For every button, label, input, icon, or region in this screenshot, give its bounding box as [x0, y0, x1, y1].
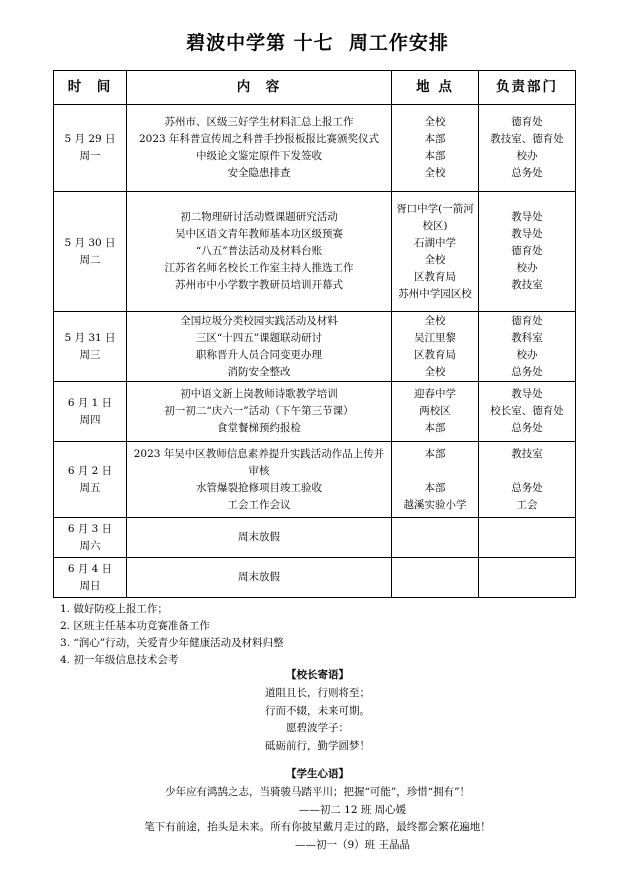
dept-cell	[479, 558, 576, 598]
content-item: 食堂餐梯预约报检	[217, 422, 301, 434]
table-header-row	[54, 71, 576, 105]
date-cell	[54, 312, 127, 382]
dept-item: 校办	[516, 348, 538, 361]
content-item: 工会工作会议	[227, 498, 291, 511]
dept-item: 教导处	[511, 228, 543, 240]
dept-cell	[479, 442, 576, 518]
table-row	[54, 442, 576, 518]
content-cell	[127, 518, 392, 558]
student-signature: ——初二 12 班 周心媛	[298, 803, 407, 816]
place-item: 全校	[424, 365, 446, 378]
dept-item: 校办	[516, 150, 538, 162]
place-item	[392, 463, 478, 480]
notes-list	[60, 601, 580, 669]
date-cell	[54, 442, 127, 518]
dept-item: 校办	[516, 262, 538, 274]
weekday: 周一	[79, 150, 101, 162]
students-message	[0, 784, 635, 854]
place-item: 本部	[424, 447, 446, 460]
content-cell	[127, 558, 392, 598]
content-cell	[127, 312, 392, 382]
dept-item: 德育处	[511, 314, 543, 327]
dept-item: 校长室、德育处	[490, 405, 564, 417]
place-item: 区教育局	[414, 348, 456, 361]
dept-item: 总务处	[511, 481, 543, 494]
content-item: 初中语文新上岗教师诗歌教学培训	[180, 388, 338, 400]
content-item: 安全隐患排查	[227, 167, 291, 179]
header-time: 时 间	[54, 71, 127, 105]
header-place: 地 点	[392, 71, 479, 105]
table-row	[54, 558, 576, 598]
place-item: 两校区	[419, 405, 451, 417]
date-cell	[54, 382, 127, 442]
dept-item: 总务处	[511, 167, 543, 179]
place-cell	[392, 382, 479, 442]
schedule-table	[53, 70, 576, 598]
content-item: 职称晋升人员合同变更办理	[196, 348, 322, 361]
dept-item: 德育处	[511, 116, 543, 128]
dept-cell	[479, 518, 576, 558]
place-item: 区教育局	[414, 270, 456, 283]
place-item: 迎春中学	[414, 388, 456, 400]
content-cell	[127, 192, 392, 312]
content-item: 初二物理研讨活动暨课题研究活动	[180, 211, 338, 223]
header-dept: 负责部门	[479, 71, 576, 105]
content-item: 初一初二“庆六一”活动（下午第三节课）	[164, 405, 354, 417]
dept-cell	[479, 105, 576, 192]
principal-message	[0, 685, 635, 755]
place-cell	[392, 312, 479, 382]
place-item: 本部	[424, 133, 446, 145]
dept-cell	[479, 312, 576, 382]
principal-heading: 【校长寄语】	[286, 669, 349, 681]
principal-line: 愿碧波学子：	[286, 722, 349, 734]
content-item: 水管爆裂抢修项目竣工验收	[196, 481, 322, 494]
place-cell	[392, 192, 479, 312]
content-item: 2023 年吴中区教师信息素养提升实践活动作品上传并审核	[133, 447, 385, 477]
content-cell	[127, 382, 392, 442]
table-row	[54, 382, 576, 442]
date-cell	[54, 518, 127, 558]
place-item: 石湖中学	[414, 236, 456, 249]
weekday: 周日	[79, 579, 101, 592]
content-item: 三区“十四五”课题联动研讨	[195, 331, 323, 344]
date-cell	[54, 192, 127, 312]
content-item: 周末放假	[238, 531, 280, 543]
content-item: 中级论文鉴定原件下发签收	[196, 150, 322, 162]
dept-item: 教导处	[511, 211, 543, 223]
date: 5 月 30 日	[64, 236, 116, 249]
place-item: 全校	[424, 116, 446, 128]
student-quote: 少年应有鸿鹄之志，当骑骏马踏平川；把握“可能”，珍惜“拥有”！	[165, 786, 470, 798]
principal-line: 砥砺前行，勤学圆梦！	[265, 739, 370, 752]
weekday: 周五	[79, 481, 101, 494]
dept-item	[479, 463, 575, 480]
table-row	[54, 312, 576, 382]
date: 5 月 31 日	[64, 331, 116, 344]
place-item: 苏州中学园区校	[398, 287, 472, 300]
content-item: 周末放假	[238, 571, 280, 583]
student-signature: ——初一（9）班 王晶晶	[294, 838, 411, 851]
content-item: 江苏省名师名校长工作室主持人推选工作	[164, 262, 354, 274]
dept-item: 教技室、德育处	[490, 133, 564, 145]
weekday: 周二	[79, 253, 101, 266]
place-cell	[392, 105, 479, 192]
dept-item: 教技室	[511, 279, 543, 291]
content-cell	[127, 442, 392, 518]
note-item: 3. “润心”行动，关爱青少年健康活动及材料归整	[60, 637, 284, 649]
date: 6 月 1 日	[67, 396, 113, 409]
dept-item: 教科室	[511, 331, 543, 344]
dept-item: 德育处	[511, 245, 543, 257]
dept-cell	[479, 382, 576, 442]
weekday: 周三	[79, 348, 101, 361]
content-cell	[127, 105, 392, 192]
content-item: 全国垃圾分类校园实践活动及材料	[180, 314, 338, 327]
date: 6 月 2 日	[67, 464, 113, 477]
note-item: 2. 区班主任基本功竞赛准备工作	[60, 620, 210, 632]
dept-item: 工会	[516, 498, 538, 511]
place-cell	[392, 442, 479, 518]
page-title: 碧波中学第 十七 周工作安排	[186, 32, 449, 54]
table-row	[54, 192, 576, 312]
table-row	[54, 105, 576, 192]
place-item: 越溪实验小学	[403, 498, 467, 511]
place-item: 本部	[424, 150, 446, 162]
note-item: 1. 做好防疫上报工作；	[60, 603, 168, 615]
principal-line: 行而不辍，未来可期。	[265, 704, 370, 717]
dept-item: 教导处	[511, 388, 543, 400]
content-item: 苏州市中小学数字教研员培训开幕式	[175, 279, 343, 291]
content-item: 吴中区语文青年教师基本功区级预赛	[175, 228, 343, 240]
dept-item: 教技室	[511, 447, 543, 460]
date: 6 月 4 日	[67, 562, 113, 575]
weekday: 周六	[79, 539, 101, 552]
place-item: 全校	[424, 167, 446, 179]
date-cell	[54, 105, 127, 192]
content-item: “八五”普法活动及材料台账	[195, 245, 323, 257]
weekday: 周四	[79, 413, 101, 426]
place-item: 胥口中学(一箭河校区)	[396, 202, 474, 232]
content-item: 苏州市、区级三好学生材料汇总上报工作	[164, 116, 354, 128]
place-item: 全校	[424, 253, 446, 266]
place-cell	[392, 518, 479, 558]
date-cell	[54, 558, 127, 598]
place-item: 本部	[424, 481, 446, 494]
date: 6 月 3 日	[67, 522, 113, 535]
dept-cell	[479, 192, 576, 312]
table-row	[54, 518, 576, 558]
place-cell	[392, 558, 479, 598]
note-item: 4. 初一年级信息技术会考	[60, 654, 179, 666]
place-item: 全校	[424, 314, 446, 327]
dept-item: 总务处	[511, 422, 543, 434]
principal-line: 道阻且长，行则将至；	[265, 687, 370, 699]
date: 5 月 29 日	[64, 133, 116, 145]
place-item: 本部	[424, 422, 446, 434]
content-item: 2023 年科普宣传周之科普手抄报板报比赛颁奖仪式	[138, 133, 380, 145]
dept-item: 总务处	[511, 365, 543, 378]
header-content: 内 容	[127, 71, 392, 105]
place-item: 吴江里黎	[414, 331, 456, 344]
students-heading: 【学生心语】	[286, 768, 349, 780]
student-quote: 笔下有前途，抬头是未来。所有你披星戴月走过的路，最终都会繁花遍地！	[144, 821, 491, 833]
content-item: 消防安全整改	[227, 365, 291, 378]
